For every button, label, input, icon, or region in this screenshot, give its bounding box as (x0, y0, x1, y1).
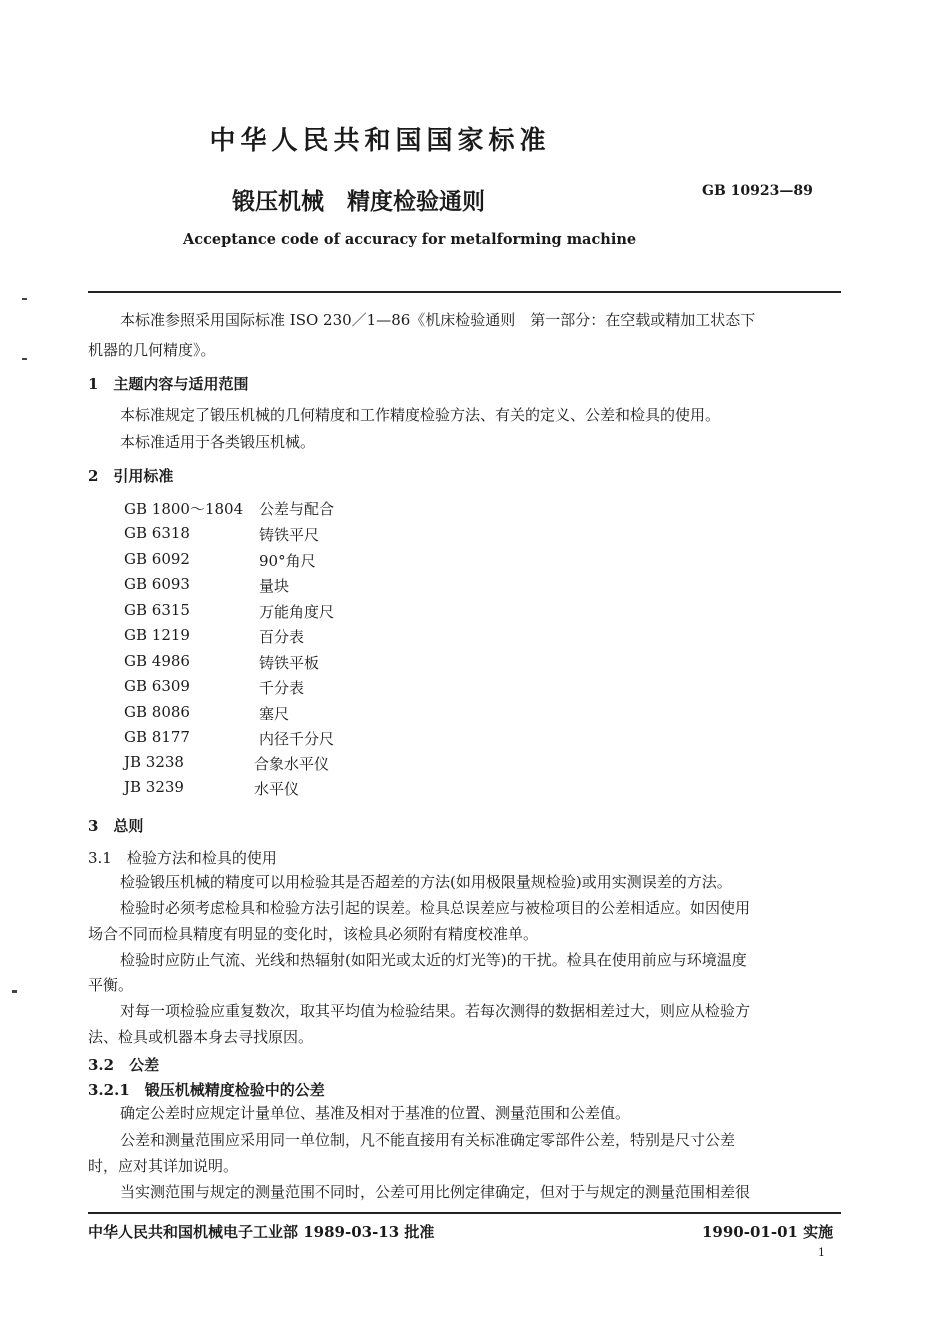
ref-code: GB 1219 (124, 626, 190, 644)
section-3-1-paragraph-2-line-1: 检验时必须考虑检具和检验方法引起的误差。检具总误差应与被检项目的公差相适应。如因使用 (120, 899, 751, 917)
ref-name: 合象水平仪 (254, 755, 330, 773)
ref-code: JB 3239 (124, 778, 184, 796)
ref-code: GB 8177 (124, 728, 190, 746)
ref-code: GB 8086 (124, 703, 190, 721)
section-1-paragraph-2: 本标准适用于各类锻压机械。 (120, 433, 316, 451)
ref-name: 万能角度尺 (259, 603, 335, 621)
effective-date: 1990-01-01 实施 (702, 1223, 834, 1241)
ref-code: GB 4986 (124, 652, 190, 670)
ref-code: GB 6309 (124, 677, 190, 695)
intro-line-2: 机器的几何精度》。 (88, 341, 216, 359)
section-3-heading: 3 总则 (88, 817, 144, 835)
section-3-1-paragraph-3-line-1: 检验时应防止气流、光线和热辐射(如阳光或太近的灯光等)的干扰。检具在使用前应与环境温度 (120, 951, 747, 969)
section-3-2-1-paragraph-1: 确定公差时应规定计量单位、基准及相对于基准的位置、测量范围和公差值。 (120, 1104, 631, 1122)
header-divider (88, 291, 841, 293)
scan-mark (22, 298, 27, 300)
section-3-1-heading: 3.1 检验方法和检具的使用 (88, 849, 277, 867)
ref-name: 千分表 (259, 679, 305, 697)
ref-name: 百分表 (259, 628, 305, 646)
ref-name: 公差与配合 (259, 500, 335, 518)
page-number: 1 (818, 1246, 825, 1259)
ref-code: GB 6318 (124, 524, 190, 542)
ref-code: GB 6093 (124, 575, 190, 593)
ref-code: GB 1800～1804 (124, 500, 244, 518)
ref-name: 量块 (259, 577, 290, 595)
section-1-heading: 1 主题内容与适用范围 (88, 375, 249, 393)
section-3-2-1-paragraph-2-line-2: 时，应对其详加说明。 (88, 1157, 239, 1175)
section-3-1-paragraph-2-line-2: 场合不同而检具精度有明显的变化时，该检具必须附有精度校准单。 (88, 925, 539, 943)
document-title: 锻压机械 精度检验通则 (232, 189, 485, 215)
english-subtitle: Acceptance code of accuracy for metalforming machine (183, 231, 637, 248)
ref-name: 塞尺 (259, 705, 290, 723)
section-2-heading: 2 引用标准 (88, 467, 174, 485)
section-3-2-1-heading: 3.2.1 锻压机械精度检验中的公差 (88, 1081, 325, 1099)
section-3-1-paragraph-4-line-1: 对每一项检验应重复数次，取其平均值为检验结果。若每次测得的数据相差过大，则应从检验方 (120, 1002, 751, 1020)
ref-name: 水平仪 (254, 780, 300, 798)
ref-code: GB 6092 (124, 550, 190, 568)
ref-name: 铸铁平尺 (259, 526, 320, 544)
scan-mark (12, 990, 17, 993)
document-code: GB 10923—89 (702, 183, 813, 199)
ref-name: 铸铁平板 (259, 654, 320, 672)
standard-title: 中华人民共和国国家标准 (209, 126, 551, 156)
ref-name: 90°角尺 (259, 552, 316, 570)
intro-line-1: 本标准参照采用国际标准 ISO 230／1—86《机床检验通则 第一部分：在空载或精加工状态下 (120, 311, 756, 329)
ref-code: GB 6315 (124, 601, 190, 619)
section-3-1-paragraph-1: 检验锻压机械的精度可以用检验其是否超差的方法(如用极限量规检验)或用实测误差的方法。 (120, 873, 732, 891)
ref-name: 内径千分尺 (259, 730, 335, 748)
footer-divider (88, 1212, 841, 1214)
scan-mark (22, 358, 27, 360)
section-3-2-1-paragraph-2-line-1: 公差和测量范围应采用同一单位制，凡不能直接用有关标准确定零部件公差，特别是尺寸公差 (120, 1131, 736, 1149)
section-3-2-1-paragraph-3: 当实测范围与规定的测量范围不同时，公差可用比例定律确定，但对于与规定的测量范围相差很 (120, 1183, 751, 1201)
section-3-1-paragraph-4-line-2: 法、检具或机器本身去寻找原因。 (88, 1028, 314, 1046)
ref-code: JB 3238 (124, 753, 184, 771)
section-3-1-paragraph-3-line-2: 平衡。 (88, 976, 134, 994)
section-1-paragraph-1: 本标准规定了锻压机械的几何精度和工作精度检验方法、有关的定义、公差和检具的使用。 (120, 406, 721, 424)
section-3-2-heading: 3.2 公差 (88, 1056, 160, 1074)
approval-statement: 中华人民共和国机械电子工业部 1989-03-13 批准 (88, 1223, 435, 1241)
